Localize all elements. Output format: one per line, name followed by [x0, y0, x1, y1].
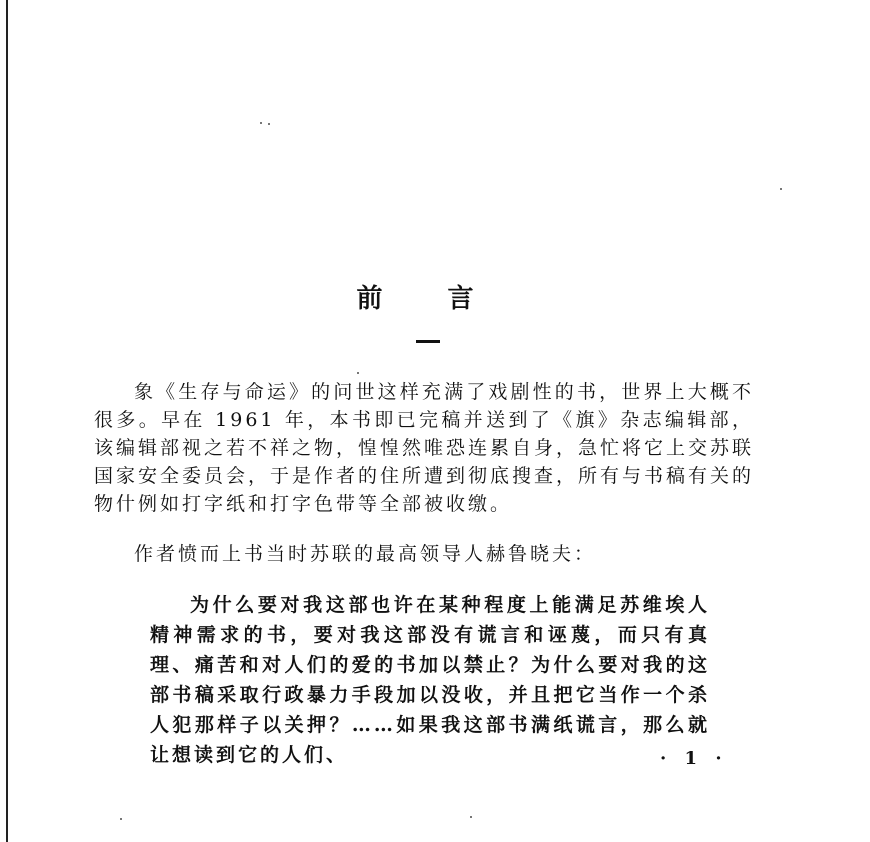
page-edge-rule: [6, 0, 8, 842]
scan-speck: [120, 818, 122, 820]
page-number: · 1 ·: [660, 748, 728, 769]
scan-speck: [470, 816, 472, 818]
scan-speck: [268, 123, 270, 125]
scan-speck: [357, 372, 359, 374]
paragraph-1: 象《生存与命运》的问世这样充满了戏剧性的书，世界上大概不很多。早在 1961 年，本书即已完稿并送到了《旗》杂志编辑部，该编辑部视之若不祥之物，惶惶然唯恐连累自身，急忙将它上交苏联国家安全委员会，于是作者的住所遭到彻底搜查，所有与书稿有关的物什例如打字纸和打字色带等全部被收缴。: [94, 381, 755, 515]
block-quote: 为什么要对我这部也许在某种程度上能满足苏维埃人精神需求的书，要对我这部没有谎言和诬蔑，而只有真理、痛苦和对人们的爱的书加以禁止？为什么要对我的这部书稿采取行政暴力手段加以没收，并且把它当作一个杀人犯那样子以关押？……如果我这部书满纸谎言，那么就让想读到它的人们、: [150, 594, 710, 766]
scan-speck: [260, 122, 262, 124]
paragraph-2: 作者愤而上书当时苏联的最高领导人赫鲁晓夫：: [134, 543, 597, 565]
section-number: [416, 340, 440, 343]
scan-speck: [780, 188, 782, 190]
page-title: 前 言: [356, 284, 502, 314]
